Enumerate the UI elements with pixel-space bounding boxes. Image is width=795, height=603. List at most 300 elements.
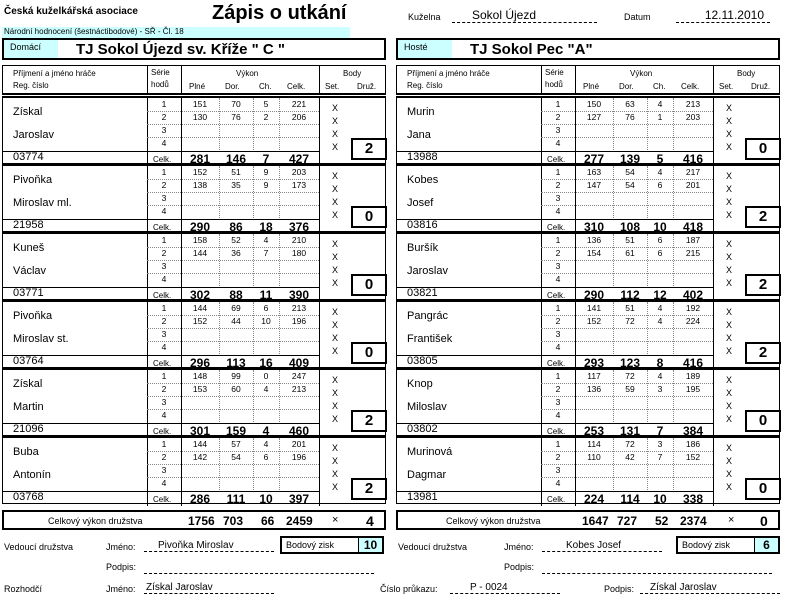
home-serie-plne[interactable]: 152 [192,167,208,177]
home-serie-celk[interactable]: 196 [291,452,307,462]
home-serie-number: 1 [161,439,167,449]
home-serie-number: 3 [161,193,167,203]
away-total-celk: 2374 [680,514,707,528]
home-set-mark[interactable]: X [331,401,338,411]
away-serie-ch[interactable]: 4 [657,371,663,381]
away-druz-points: 2 [745,342,781,364]
away-serie-ch[interactable]: 1 [657,112,663,122]
home-player-block [2,232,386,300]
home-player-firstname[interactable]: Miroslav ml. [13,197,72,209]
away-total-celk: 384 [682,424,704,438]
away-set-mark[interactable]: X [725,252,732,262]
away-player-reg[interactable]: 13988 [407,151,438,163]
referee-signature-label: Podpis: [604,584,635,594]
home-serie-plne[interactable]: 148 [192,371,208,381]
home-serie-ch[interactable]: 2 [263,112,269,122]
home-player-firstname[interactable]: Antonín [13,469,51,481]
away-serie-ch[interactable]: 6 [657,235,663,245]
home-serie-dor[interactable]: 51 [231,167,241,177]
away-player-reg[interactable]: 03821 [407,287,438,299]
away-total-ch: 8 [656,356,664,370]
home-serie-number: 2 [161,180,167,190]
away-set-mark[interactable]: X [725,142,732,152]
home-set-mark[interactable]: X [331,116,338,126]
away-serie-dor[interactable]: 42 [625,452,635,462]
away-set-mark[interactable]: X [725,171,732,181]
home-serie-celk[interactable]: 203 [291,167,307,177]
away-serie-number: 1 [555,303,561,313]
away-player-reg[interactable]: 03816 [407,219,438,231]
away-set-mark[interactable]: X [725,482,732,492]
home-total-celk: 390 [288,288,310,302]
home-hdr-druz: Druž. [357,82,377,91]
home-player-surname[interactable]: Získal [13,378,43,390]
away-player-reg[interactable]: 13981 [407,491,438,503]
home-hdr-divider [319,66,320,93]
away-total-dor: 114 [620,492,640,506]
away-celk-label: Celk. [547,427,566,436]
home-set-mark[interactable]: X [331,129,338,139]
home-druz-points: 0 [351,342,387,364]
away-set-mark[interactable]: X [725,129,732,139]
home-total-plne: 286 [189,492,211,506]
home-serie-ch[interactable]: 9 [263,180,269,190]
away-set-mark[interactable]: X [725,103,732,113]
away-serie-celk[interactable]: 186 [685,439,701,449]
home-set-mark[interactable]: X [331,278,338,288]
away-serie-plne[interactable]: 136 [586,235,602,245]
away-serie-plne[interactable]: 154 [586,248,602,258]
home-set-mark[interactable]: X [331,142,338,152]
away-serie-plne[interactable]: 117 [587,371,601,381]
away-set-mark[interactable]: X [725,375,732,385]
kuzelna-label: Kuželna [408,12,441,22]
home-serie-dor[interactable]: 57 [231,439,241,449]
home-set-mark[interactable]: X [331,482,338,492]
away-serie-plne[interactable]: 150 [586,99,602,109]
away-total-plne: 310 [583,220,605,234]
away-serie-dor[interactable]: 76 [625,112,635,122]
away-serie-celk[interactable]: 195 [685,384,701,394]
home-set-mark[interactable]: X [331,184,338,194]
away-signature-line[interactable] [542,573,772,574]
home-serie-number: 2 [161,384,167,394]
home-serie-celk[interactable]: 221 [291,99,307,109]
away-hdr-serie2: hodů [545,80,563,89]
home-label: Domácí [4,40,58,58]
home-zisk-box [280,536,384,554]
away-player-reg[interactable]: 03802 [407,423,438,435]
home-serie-number: 1 [161,303,167,313]
away-serie-number: 4 [555,274,561,284]
home-total-dor: 703 [223,514,244,528]
home-serie-dor[interactable]: 36 [231,248,241,258]
away-serie-ch[interactable]: 3 [657,439,663,449]
home-serie-plne[interactable]: 142 [192,452,208,462]
away-serie-celk[interactable]: 192 [685,303,701,313]
home-serie-ch[interactable]: 4 [263,439,269,449]
referee-signature[interactable]: Získal Jaroslav [640,582,780,594]
home-serie-plne[interactable]: 144 [192,439,208,449]
home-serie-ch[interactable]: 6 [263,452,269,462]
away-leader-name[interactable]: Kobes Josef [542,540,662,552]
away-set-mark[interactable]: X [725,278,732,288]
home-hdr-reg: Reg. číslo [13,81,49,90]
home-celk-label: Celk. [153,427,172,436]
away-serie-number: 3 [555,261,561,271]
home-serie-ch[interactable]: 6 [263,303,269,313]
away-label: Hosté [398,40,452,58]
home-serie-plne[interactable]: 130 [192,112,208,122]
home-druz-points: 2 [351,138,387,160]
home-set-mark[interactable]: X [331,103,338,113]
away-set-mark[interactable]: X [725,307,732,317]
home-signature-line[interactable] [144,573,374,574]
home-leader-label: Vedoucí družstva [4,542,74,552]
home-signature-label: Podpis: [106,562,137,572]
home-celk-label: Celk. [153,223,172,232]
away-serie-ch[interactable]: 4 [657,167,663,177]
home-player-surname[interactable]: Pivoňka [13,174,53,186]
home-serie-plne[interactable]: 158 [192,235,208,245]
home-serie-celk[interactable]: 210 [291,235,307,245]
home-serie-celk[interactable]: 213 [291,303,307,313]
home-serie-ch[interactable]: 5 [263,99,269,109]
away-serie-celk[interactable]: 213 [685,99,701,109]
away-serie-ch[interactable]: 4 [657,303,663,313]
away-team-box [396,38,780,60]
home-total-dor: 86 [229,220,243,234]
away-hdr-serie1: Série [545,68,564,77]
away-druz-points: 0 [745,410,781,432]
home-set-mark[interactable]: X [331,443,338,453]
away-serie-dor[interactable]: 54 [625,167,635,177]
home-serie-number: 3 [161,261,167,271]
away-player-surname[interactable]: Knop [407,378,433,390]
away-serie-dor[interactable]: 72 [625,316,635,326]
away-serie-dor[interactable]: 63 [625,99,635,109]
away-set-mark[interactable]: X [725,116,732,126]
home-serie-number: 2 [161,316,167,326]
home-set-mark[interactable]: X [331,469,338,479]
home-serie-number: 4 [161,206,167,216]
home-serie-dor[interactable]: 60 [231,384,241,394]
away-serie-celk[interactable]: 215 [685,248,701,258]
away-hdr-celk: Celk. [681,82,700,91]
away-total-dor: 139 [619,152,641,166]
away-total-ch: 52 [655,514,669,528]
home-total-ch: 7 [262,152,270,166]
home-serie-celk[interactable]: 206 [291,112,307,122]
home-celk-label: Celk. [153,359,172,368]
home-player-reg[interactable]: 03774 [13,151,44,163]
away-serie-celk[interactable]: 152 [685,452,701,462]
home-serie-dor[interactable]: 35 [231,180,241,190]
away-serie-plne[interactable]: 110 [587,452,601,462]
home-team-box [2,38,386,60]
away-serie-dor[interactable]: 72 [625,439,635,449]
home-set-mark[interactable]: X [331,346,338,356]
away-zisk-box [676,536,780,554]
home-set-mark[interactable]: X [331,375,338,385]
away-serie-celk[interactable]: 201 [685,180,701,190]
home-set-mark[interactable]: X [331,414,338,424]
away-serie-ch[interactable]: 4 [657,316,663,326]
away-set-mark[interactable]: X [725,184,732,194]
away-serie-number: 4 [555,478,561,488]
home-set-mark[interactable]: X [331,210,338,220]
home-celk-label: Celk. [153,291,172,300]
away-serie-plne[interactable]: 136 [586,384,602,394]
away-serie-ch[interactable]: 7 [657,452,663,462]
away-serie-number: 2 [555,452,561,462]
home-serie-number: 4 [161,410,167,420]
home-serie-celk[interactable]: 173 [291,180,307,190]
away-player-reg[interactable]: 03805 [407,355,438,367]
home-serie-ch[interactable]: 10 [261,316,271,326]
away-hdr-druz: Druž. [751,82,771,91]
home-serie-dor[interactable]: 52 [231,235,241,245]
away-set-mark[interactable]: X [725,346,732,356]
home-serie-plne[interactable]: 153 [192,384,208,394]
away-serie-celk[interactable]: 217 [685,167,701,177]
away-player-surname[interactable]: Kobes [407,174,439,186]
home-serie-number: 2 [161,248,167,258]
away-serie-number: 2 [555,384,561,394]
away-set-mark[interactable]: X [725,456,732,466]
away-serie-plne[interactable]: 152 [586,316,602,326]
away-total-celk: 418 [682,220,704,234]
home-serie-number: 2 [161,452,167,462]
home-serie-plne[interactable]: 138 [192,180,208,190]
home-player-block [2,164,386,232]
home-set-mark[interactable]: X [331,197,338,207]
away-signature-label: Podpis: [504,562,535,572]
away-set-mark[interactable]: X [725,333,732,343]
away-serie-plne[interactable]: 147 [586,180,602,190]
card-number-label: Číslo průkazu: [380,584,438,594]
home-serie-dor[interactable]: 44 [231,316,241,326]
home-player-reg[interactable]: 03764 [13,355,44,367]
home-set-mark[interactable]: X [331,456,338,466]
home-serie-celk[interactable]: 196 [291,316,307,326]
away-player-firstname[interactable]: Miloslav [407,401,447,413]
home-serie-celk[interactable]: 213 [291,384,307,394]
away-serie-plne[interactable]: 163 [586,167,602,177]
home-player-surname[interactable]: Získal [13,106,43,118]
away-serie-number: 1 [555,235,561,245]
home-serie-number: 4 [161,342,167,352]
home-total-dor: 88 [229,288,243,302]
away-set-mark[interactable]: X [725,414,732,424]
away-serie-ch[interactable]: 3 [657,384,663,394]
away-druz-points: 2 [745,206,781,228]
away-serie-plne[interactable]: 114 [587,439,601,449]
home-hdr-vykon: Výkon [236,69,259,78]
home-serie-plne[interactable]: 144 [192,248,208,258]
home-serie-celk[interactable]: 201 [291,439,307,449]
home-player-block [2,436,386,504]
home-player-surname[interactable]: Buba [13,446,39,458]
away-player-firstname[interactable]: Jana [407,129,431,141]
home-set-mark[interactable]: X [331,252,338,262]
away-set-mark[interactable]: X [725,210,732,220]
away-set-mark[interactable]: X [725,197,732,207]
home-total-celk: 376 [288,220,310,234]
home-serie-dor[interactable]: 76 [231,112,241,122]
away-serie-number: 3 [555,329,561,339]
home-set-mark[interactable]: X [331,388,338,398]
away-player-firstname[interactable]: Josef [407,197,434,209]
away-serie-celk[interactable]: 189 [685,371,701,381]
away-player-firstname[interactable]: František [407,333,453,345]
away-set-mark[interactable]: X [725,239,732,249]
home-player-firstname[interactable]: Jaroslav [13,129,54,141]
home-serie-ch[interactable]: 0 [263,371,269,381]
home-hdr-divider [147,66,148,93]
away-serie-dor[interactable]: 54 [625,180,635,190]
home-total-plne: 301 [189,424,211,438]
away-serie-plne[interactable]: 141 [586,303,602,313]
home-serie-celk[interactable]: 180 [291,248,307,258]
away-hdr-body: Body [737,69,756,78]
away-serie-dor[interactable]: 61 [625,248,635,258]
away-player-surname[interactable]: Murinová [407,446,453,458]
home-serie-dor[interactable]: 54 [231,452,241,462]
home-player-firstname[interactable]: Martin [13,401,44,413]
card-number[interactable]: P - 0024 [450,582,560,594]
home-player-firstname[interactable]: Miroslav st. [13,333,69,345]
home-hdr-plne: Plné [189,82,206,91]
away-set-mark[interactable]: X [725,320,732,330]
home-set-mark[interactable]: X [331,320,338,330]
home-serie-ch[interactable]: 4 [263,384,269,394]
away-serie-number: 3 [555,193,561,203]
away-serie-celk[interactable]: 203 [685,112,701,122]
away-serie-dor[interactable]: 51 [625,235,635,245]
away-set-mark[interactable]: X [725,443,732,453]
home-player-reg[interactable]: 03768 [13,491,44,503]
away-total-plne: 293 [583,356,605,370]
home-total-ch: 4 [262,424,270,438]
home-total-plne: 302 [189,288,211,302]
away-serie-plne[interactable]: 127 [586,112,602,122]
kuzelna-value[interactable]: Sokol Újezd [452,8,597,23]
away-serie-celk[interactable]: 187 [685,235,701,245]
home-leader-name[interactable]: Pivoňka Miroslav [144,540,274,552]
away-serie-ch[interactable]: 6 [657,180,663,190]
away-set-mark[interactable]: X [725,469,732,479]
home-serie-ch[interactable]: 7 [263,248,269,258]
home-serie-plne[interactable]: 144 [192,303,208,313]
away-zisk-value: 6 [754,538,778,552]
away-player-firstname[interactable]: Dagmar [407,469,447,481]
away-player-block [396,96,780,164]
home-player-surname[interactable]: Pivoňka [13,310,53,322]
away-hdr-divider [575,66,576,93]
away-player-surname[interactable]: Buršík [407,242,439,254]
home-serie-plne[interactable]: 152 [192,316,208,326]
home-player-block [2,96,386,164]
home-hdr-celk: Celk. [287,82,306,91]
away-player-firstname[interactable]: Jaroslav [407,265,448,277]
home-total-ch: 10 [259,492,273,506]
home-team-name[interactable]: TJ Sokol Újezd sv. Kříže " C " [76,41,285,58]
home-hdr-divider [181,66,182,93]
home-set-mark[interactable]: X [331,307,338,317]
home-player-reg[interactable]: 21958 [13,219,44,231]
away-total-celk: 416 [682,152,704,166]
home-serie-plne[interactable]: 151 [192,99,208,109]
home-serie-number: 3 [161,465,167,475]
home-serie-number: 4 [161,138,167,148]
home-celk-label: Celk. [153,495,172,504]
away-serie-dor[interactable]: 59 [625,384,635,394]
datum-value[interactable]: 12.11.2010 [676,8,770,23]
home-total-plne: 1756 [188,514,215,528]
home-player-firstname[interactable]: Václav [13,265,47,277]
home-hdr-set: Set. [325,82,340,91]
referee-label: Rozhodčí [4,584,43,594]
home-total-dor: 111 [226,492,246,506]
home-player-reg[interactable]: 21096 [13,423,44,435]
away-set-mark[interactable]: X [725,265,732,275]
home-serie-celk[interactable]: 247 [291,371,307,381]
away-serie-dor[interactable]: 51 [625,303,635,313]
referee-name[interactable]: Získal Jaroslav [144,582,274,594]
home-total-celk: 460 [288,424,310,438]
away-player-surname[interactable]: Pangrác [407,310,448,322]
home-serie-number: 4 [161,478,167,488]
away-serie-dor[interactable]: 72 [625,371,635,381]
away-total-label: Celkový výkon družstva [446,516,541,526]
away-total-dor: 131 [619,424,641,438]
home-player-reg[interactable]: 03771 [13,287,44,299]
home-serie-ch[interactable]: 9 [263,167,269,177]
home-set-mark[interactable]: X [331,333,338,343]
home-total-dor: 159 [225,424,247,438]
away-set-mark[interactable]: X [725,401,732,411]
away-team-name[interactable]: TJ Sokol Pec "A" [470,41,593,58]
home-set-mark[interactable]: X [331,265,338,275]
away-serie-ch[interactable]: 6 [657,248,663,258]
home-serie-dor[interactable]: 69 [231,303,241,313]
away-serie-celk[interactable]: 224 [685,316,701,326]
home-set-mark[interactable]: X [331,171,338,181]
away-total-plne: 277 [583,152,605,166]
away-total-dor: 112 [620,288,640,302]
away-total-dor: 727 [617,514,638,528]
home-total-ch: 11 [259,288,273,302]
away-player-surname[interactable]: Murin [407,106,435,118]
home-serie-dor[interactable]: 70 [231,99,241,109]
home-set-mark[interactable]: X [331,239,338,249]
home-hdr-serie2: hodů [151,80,169,89]
away-set-mark[interactable]: X [725,388,732,398]
away-total-ch: 7 [656,424,664,438]
home-total-row [2,510,386,530]
away-serie-number: 4 [555,206,561,216]
datum-label: Datum [624,12,651,22]
away-serie-ch[interactable]: 4 [657,99,663,109]
away-serie-number: 1 [555,99,561,109]
home-serie-ch[interactable]: 4 [263,235,269,245]
home-player-surname[interactable]: Kuneš [13,242,45,254]
away-total-celk: 338 [682,492,704,506]
home-druz-points: 2 [351,478,387,500]
away-total-celk: 416 [682,356,704,370]
home-serie-dor[interactable]: 99 [231,371,241,381]
